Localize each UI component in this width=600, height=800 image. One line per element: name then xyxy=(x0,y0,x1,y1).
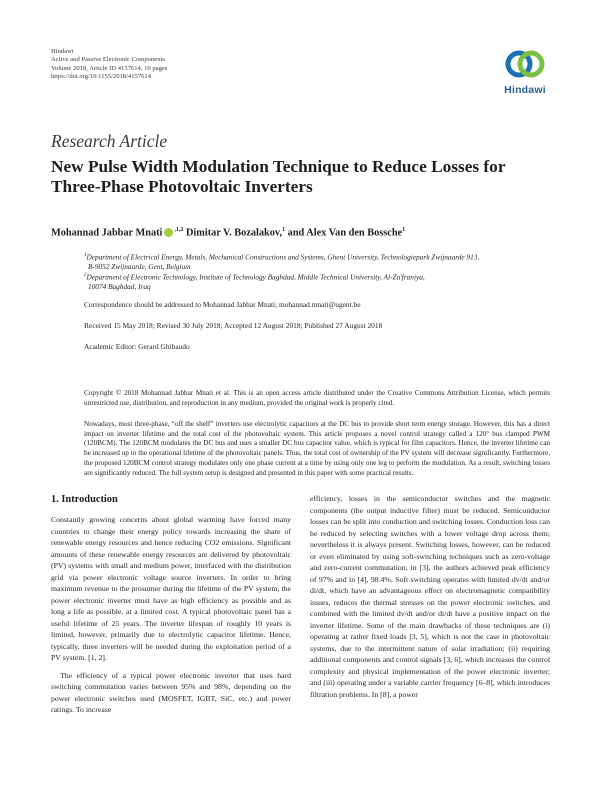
affiliation-2-line-2: 10074 Baghdad, Iraq xyxy=(88,282,151,292)
volume-line: Volume 2018, Article ID 4157614, 10 pages xyxy=(51,64,168,72)
affiliation-2-number: 2 xyxy=(84,273,87,279)
title-line-1: New Pulse Width Modulation Technique to Reduce Losses for xyxy=(51,157,506,176)
abstract: Nowadays, most three-phase, “off the shelf” inverters use electrolytic capacitors at the DC bus to provide short term energy storage. However, this has a direct impact on inverter lifetime and the total cost of the photovoltaic system. This article proposes a novel control strategy called a 120° bus clamped PWM (120BCM). The 120BCM modulates the DC bus and uses a smaller DC bus capacitor value, which is typical for film capacitors. Hence, the inverter lifetime can be increased up to the operational lifetime of the photovoltaic panels. Thus, the total cost of ownership of the PV system will decrease significantly. Furthermore, the proposed 120BCM control strategy modulates only one phase current at a time by using only one leg to perform the modulation. As a result, switching losses are significantly reduced. The full system setup is designed and presented in this paper with some practical results. xyxy=(84,420,550,477)
paragraph-1: Constantly growing concerns about global warming have forced many countries to change their energy policy towards increasing the share of renewable energy resources and hence reducing CO2 emissions. Significant amounts of these renewable energy resources are delivered by photovoltaic (PV) systems with small and medium power, interfaced with the distribution grid via power electronic voltage source inverters. In order to bring maximum revenue to the prosumer during the lifetime of the PV system, the power electronic inverter must have as high efficiency as possible and as long a life as possible, at a limited cost. A typical photovoltaic panel has a useful lifetime of 25 years. The inverter lifespan of roughly 10 years is limited, however, primarily due to electrolytic capacitor lifetime. Hence, typically, three inverters will be needed during the exploitation period of a PV system. [1, 2]. xyxy=(51,515,291,662)
journal-info xyxy=(51,48,167,81)
affiliation-1-line-1 xyxy=(84,251,564,262)
affiliations xyxy=(84,251,564,291)
publication-dates: Received 15 May 2018; Revised 30 July 2018; Accepted 12 August 2018; Published 27 August 2018 xyxy=(84,321,383,330)
body-column-left xyxy=(51,514,291,716)
article-type: Research Article xyxy=(51,131,168,151)
hindawi-logo-icon xyxy=(504,46,546,82)
author-1-affil: ,1,2 xyxy=(174,227,184,233)
doi-link[interactable]: https://doi.org/10.1155/2018/4157614 xyxy=(51,72,152,80)
title-line-2: Three-Phase Photovoltaic Inverters xyxy=(51,177,313,196)
section-heading: 1. Introduction xyxy=(51,494,118,505)
affiliation-2-text: Department of Electronic Technology, Institute of Technology Baghdad, Middle Technical University, Al-Za'franiya, xyxy=(86,272,425,282)
article-title xyxy=(51,157,571,197)
correspondence: Correspondence should be addressed to Mohannad Jabbar Mnati; mohannad.mnati@ugent.be xyxy=(84,300,361,309)
hindawi-logo xyxy=(500,46,550,108)
affiliation-1-line-2: B-9052 Zwijnaarde, Gent, Belgium xyxy=(88,261,191,271)
affiliation-1-number: 1 xyxy=(84,253,87,258)
author-3-affil: 1 xyxy=(402,227,406,233)
orcid-icon[interactable] xyxy=(164,228,173,237)
author-2[interactable]: Dimitar V. Bozalakov, xyxy=(183,227,283,239)
author-3[interactable]: and Alex Van den Bossche xyxy=(285,227,403,239)
author-list xyxy=(51,227,405,238)
copyright-notice: Copyright © 2018 Mohannad Jabbar Mnati et al. This is an open access article distributed under the Creative Commons Attribution License, which permits unrestricted use, distribution, and reproduction in any medium, provided the original work is properly cited. xyxy=(84,389,550,407)
paragraph-right: efficiency, losses in the semiconductor switches and the magnetic components (the output inductive filter) must be reduced. Semiconductor losses can be split into conduction and switching losses. Conduction loss can be reduced by selecting switches with a lower voltage drop across them; nevertheless it is always present. Switching losses, however, can be reduced or even eliminated by using soft-switching techniques such as zero-voltage and zero-current commutation; in [3], the authors achieved peak efficiency of 97% and in [4], 98.4%. Soft switching operates with limited dv/dt and/or di/dt, which have an advantageous effect on electromagnetic compatibility issues, reduces the thermal stresses on the power electronic switches, and combined with the limited dv/dt and/or di/dt have a positive impact on the inverter lifetime. Some of the main drawbacks of these techniques are (i) operating at rather fixed loads [3, 5], which is not the case in photovoltaic systems, due to the intermittent nature of solar irradiation; (ii) requiring additional components and control signals [3, 6], which increases the control complexity and physical implementation of the power electronic inverter; and (iii) operating under a variable carrier frequency [6–8], which introduces filtration problems. In [8], a power xyxy=(310,494,550,699)
publisher-name: Hindawi xyxy=(51,48,74,55)
journal-name: Active and Passive Electronic Components xyxy=(51,56,165,64)
body-column-right xyxy=(310,493,550,700)
affiliation-2-line-1 xyxy=(84,271,564,282)
paragraph-2: The efficiency of a typical power electronic inverter that uses hard switching commutation varies between 95% and 98%, depending on the power electronic switches used (MOSFET, IGBT, SiC, etc.) and power ratings. To increase xyxy=(51,670,291,714)
logo-text: Hindawi xyxy=(504,84,546,96)
author-1[interactable]: Mohannad Jabbar Mnati xyxy=(51,227,163,239)
author-2-affil: 1 xyxy=(282,227,286,233)
academic-editor: Academic Editor: Gerard Ghibaudo xyxy=(84,342,190,351)
affiliation-1-text: Department of Electrical Energy, Metals, Mechanical Constructions and Systems, Ghent University, Technologiepark Zwijnaarde 913, xyxy=(86,252,480,262)
